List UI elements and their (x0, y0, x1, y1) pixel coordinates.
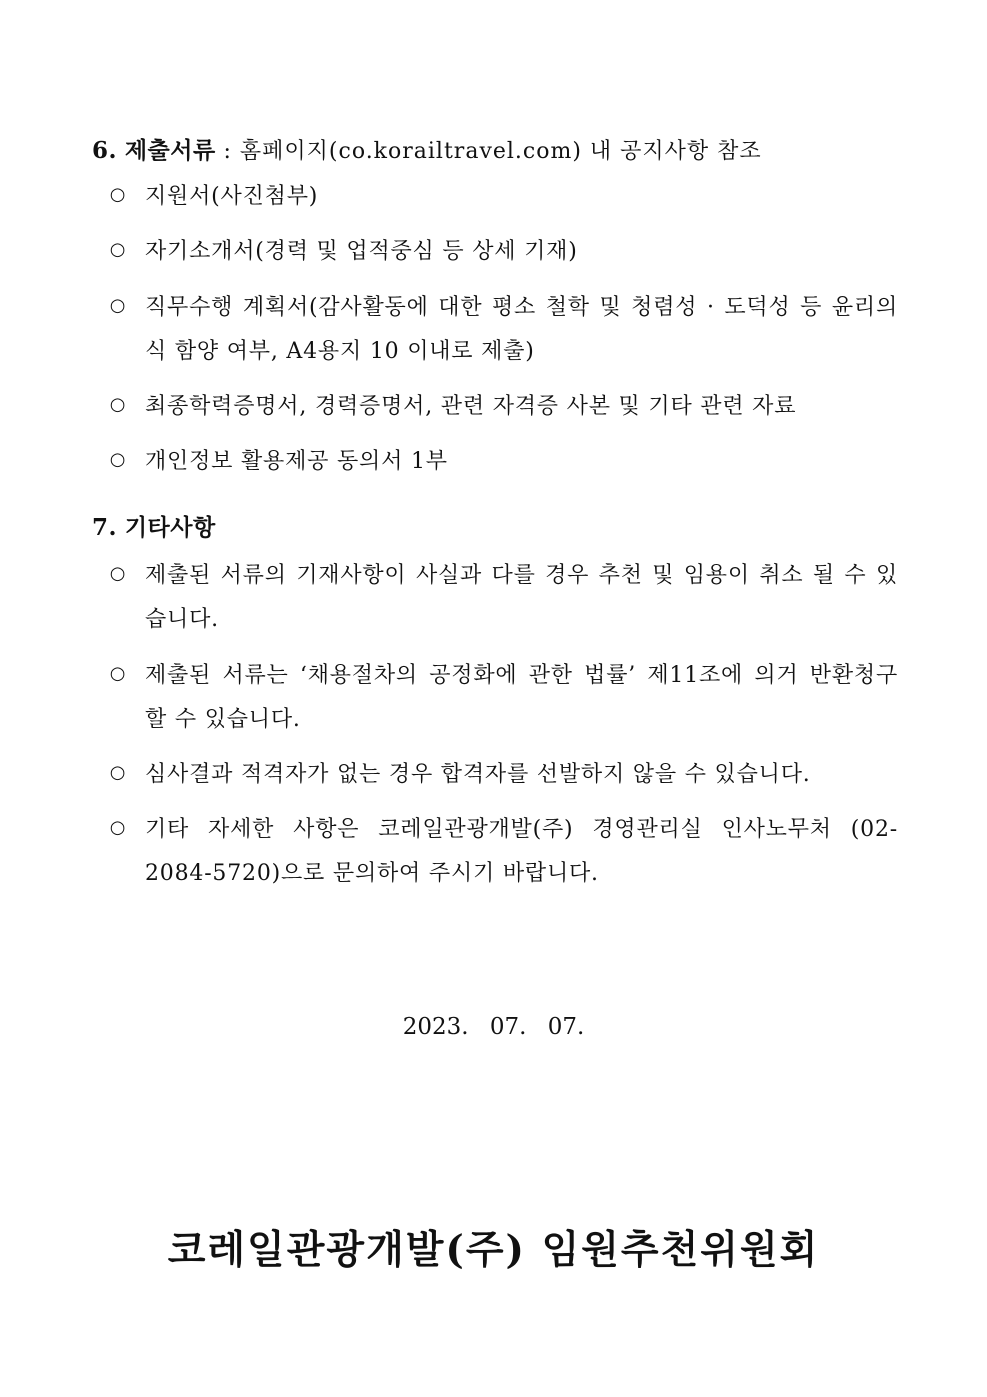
section-6-note: : 홈페이지(co.korailtravel.com) 내 공지사항 참조 (223, 139, 762, 164)
list-item-text: 최종학력증명서, 경력증명서, 관련 자격증 사본 및 기타 관련 자료 (145, 394, 797, 419)
list-item (108, 808, 898, 896)
bullet-circle-icon: ○ (109, 184, 127, 205)
section-7-heading (92, 513, 216, 543)
list-item-text: 직무수행 계획서(감사활동에 대한 평소 철학 및 청렴성 · 도덕성 등 윤리의식 함양 여부, A4용지 10 이내로 제출) (145, 295, 898, 364)
list-item (108, 175, 898, 219)
section-7-title: 기타사항 (124, 514, 216, 541)
section-6-number: 6. (92, 137, 118, 164)
bullet-circle-icon: ○ (109, 394, 127, 415)
bullet-circle-icon: ○ (109, 563, 127, 584)
list-item-text: 제출된 서류는 ‘채용절차의 공정화에 관한 법률’ 제11조에 의거 반환청구 할 수 있습니다. (145, 663, 898, 732)
bullet-circle-icon: ○ (109, 449, 127, 470)
list-item (108, 554, 898, 642)
list-item (108, 385, 898, 429)
list-item-text: 제출된 서류의 기재사항이 사실과 다를 경우 추천 및 임용이 취소 될 수 있습니다. (145, 563, 898, 632)
list-item-text: 심사결과 적격자가 없는 경우 합격자를 선발하지 않을 수 있습니다. (145, 762, 811, 787)
list-item (108, 654, 898, 742)
list-item (108, 440, 898, 484)
list-item-text: 기타 자세한 사항은 코레일관광개발(주) 경영관리실 인사노무처 (02-2084-5720)으로 문의하여 주시기 바랍니다. (145, 817, 898, 886)
list-item-text: 지원서(사진첨부) (145, 184, 319, 209)
bullet-circle-icon: ○ (109, 817, 127, 838)
document-date: 2023. 07. 07. (402, 1014, 585, 1040)
list-item-text: 개인정보 활용제공 동의서 1부 (145, 449, 448, 474)
section-6-heading (92, 136, 762, 167)
list-item (108, 286, 898, 374)
list-item (108, 753, 898, 797)
bullet-circle-icon: ○ (109, 762, 127, 783)
issuer-signature: 코레일관광개발(주) 임원추천위원회 (167, 1227, 820, 1273)
bullet-circle-icon: ○ (109, 239, 127, 260)
bullet-circle-icon: ○ (109, 663, 127, 684)
section-7-number: 7. (92, 514, 118, 541)
bullet-circle-icon: ○ (109, 295, 127, 316)
section-6-title: 제출서류 (124, 137, 216, 164)
list-item (108, 230, 898, 274)
list-item-text: 자기소개서(경력 및 업적중심 등 상세 기재) (145, 239, 578, 264)
